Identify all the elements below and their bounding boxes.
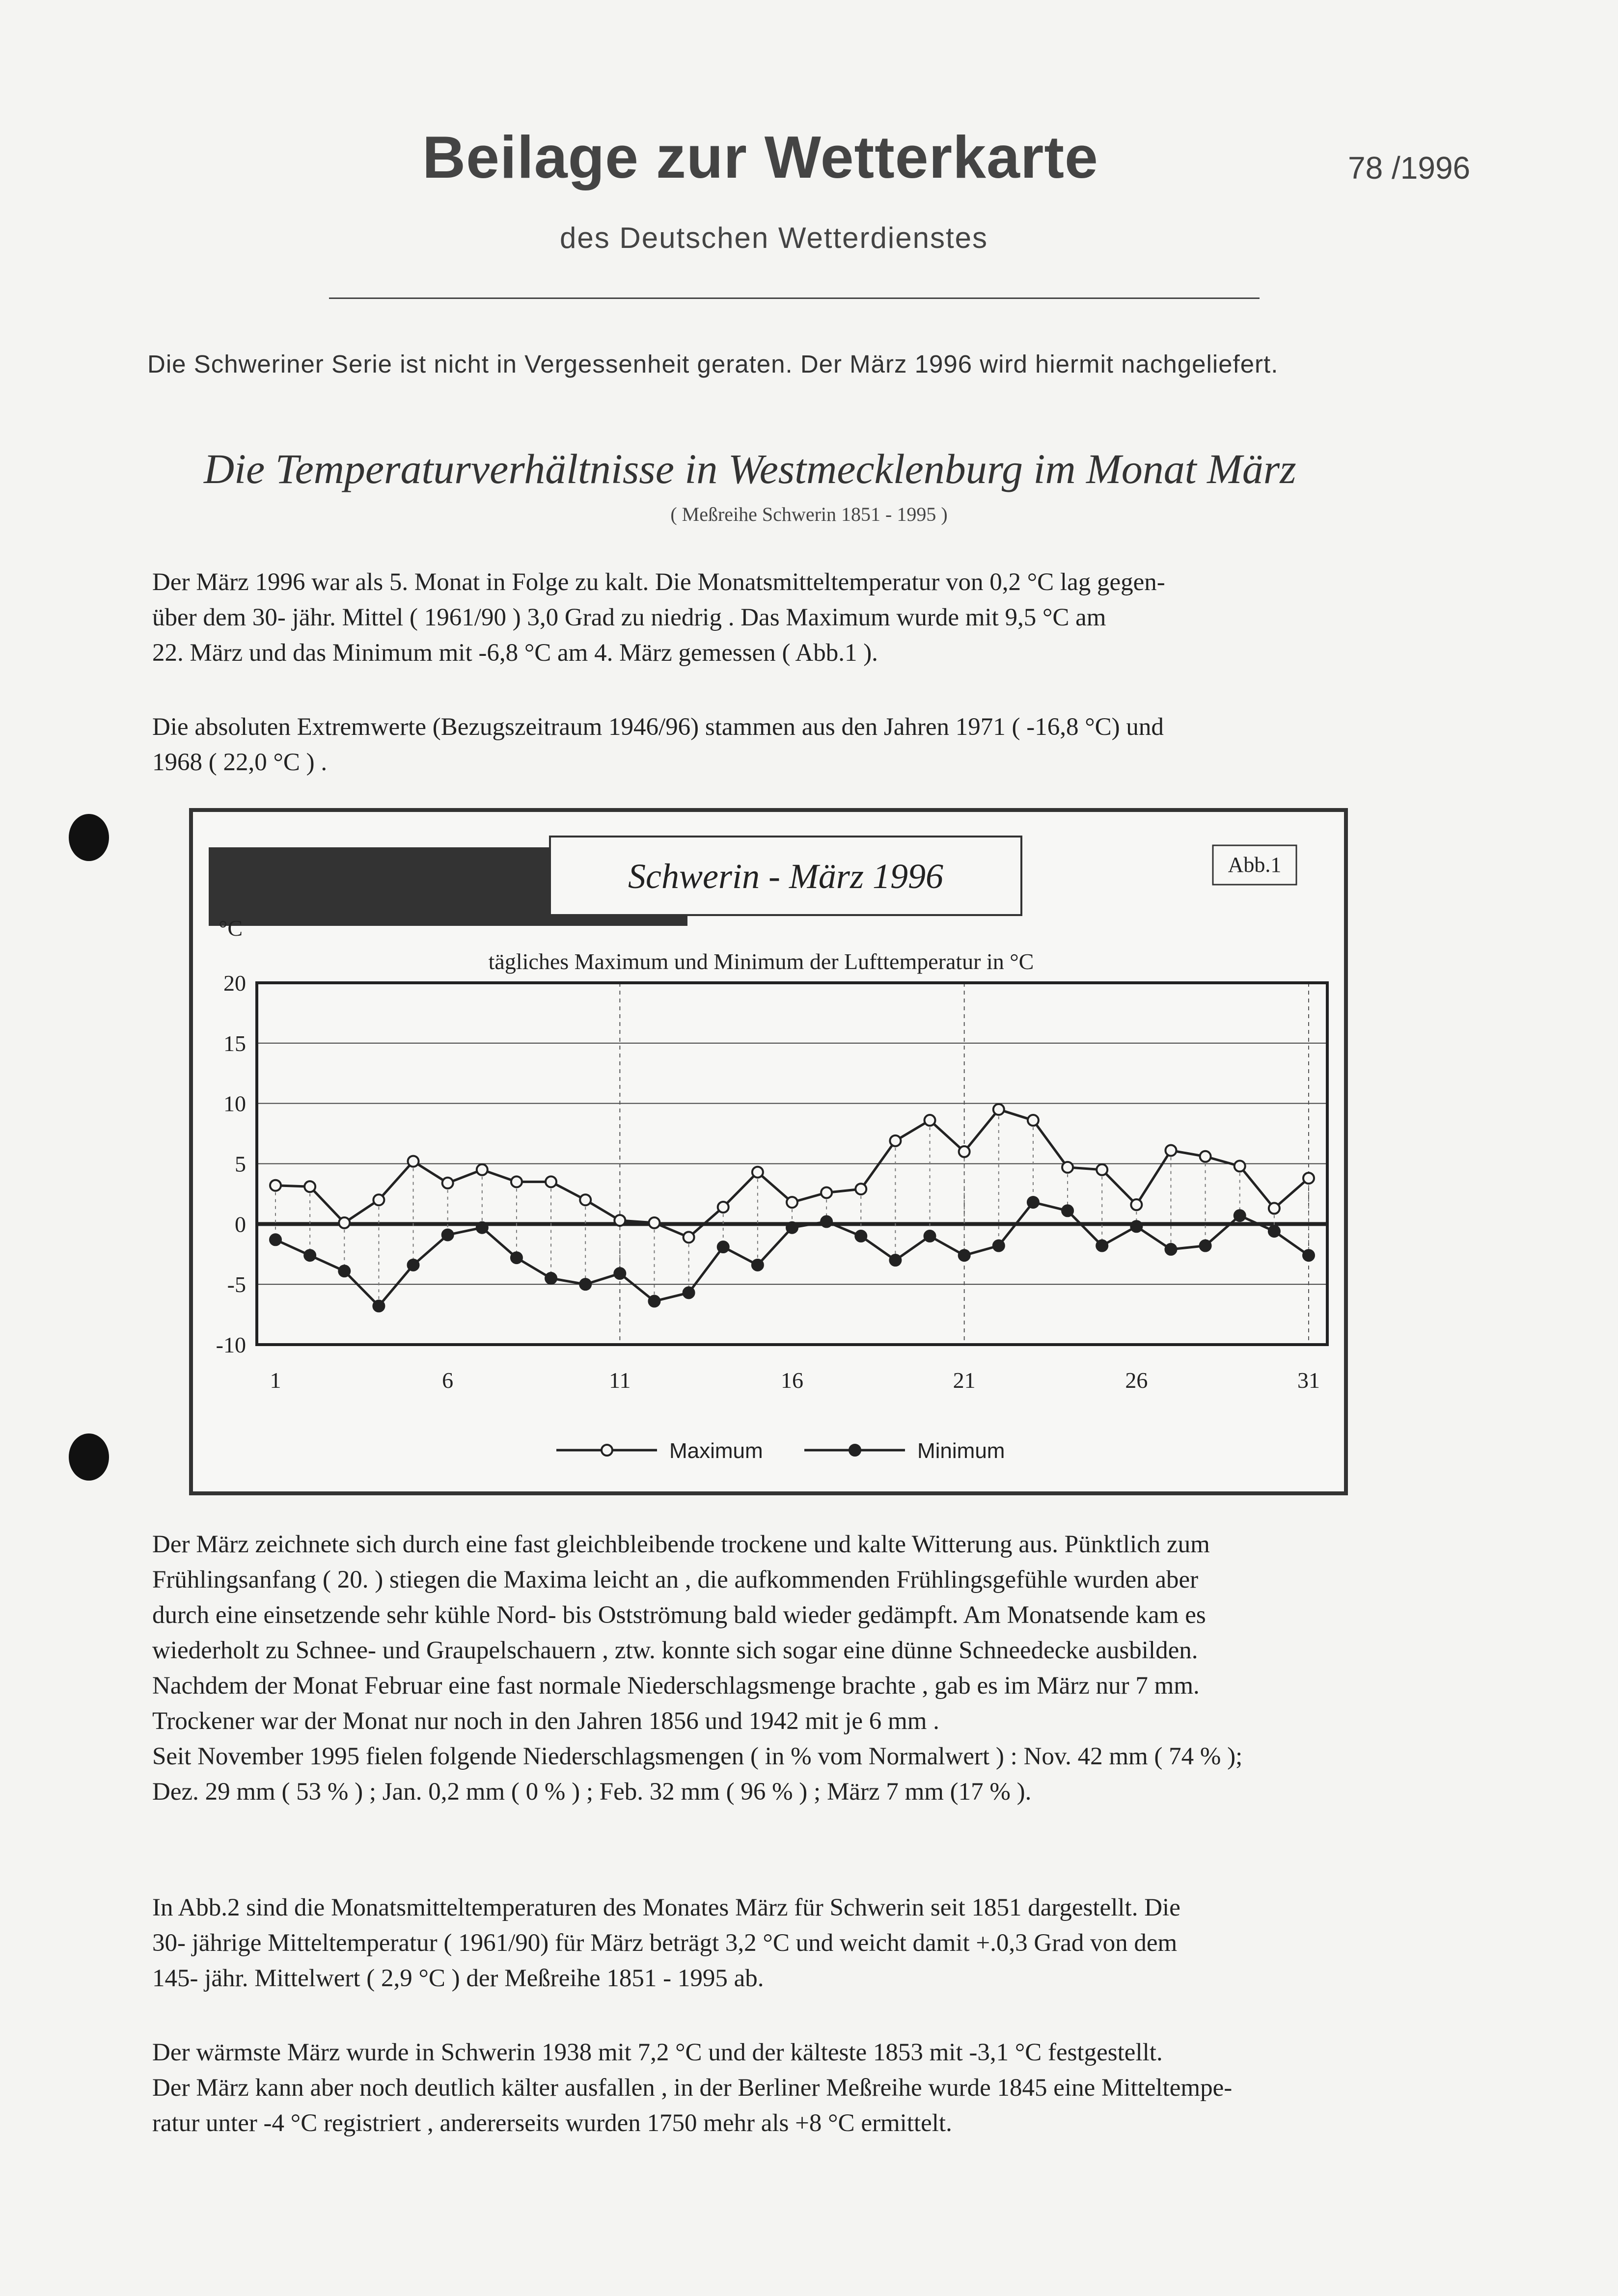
paragraph-line: Der wärmste März wurde in Schwerin 1938 mit 7,2 °C und der kälteste 1853 mit -3,1 °C festgestellt.: [152, 2039, 1163, 2066]
data-point-minimum: [304, 1250, 315, 1261]
y-tick-label: 15: [223, 1030, 246, 1056]
y-tick-label: -10: [216, 1332, 246, 1357]
paragraph-line: Frühlingsanfang ( 20. ) stiegen die Maxima leicht an , die aufkommenden Frühlingsgefühle wurden aber: [152, 1566, 1199, 1594]
data-point-maximum: [1131, 1199, 1142, 1210]
data-point-maximum: [270, 1180, 281, 1191]
data-point-maximum: [1165, 1145, 1176, 1156]
paragraph-line: wiederholt zu Schnee- und Graupelschauern , ztw. konnte sich sogar eine dünne Schneedecke ausbilden.: [152, 1637, 1198, 1664]
data-point-maximum: [855, 1184, 866, 1194]
page-subtitle: des Deutschen Wetterdienstes: [560, 221, 988, 254]
data-point-maximum: [821, 1187, 832, 1198]
data-point-minimum: [684, 1287, 694, 1298]
y-axis-unit: °C: [219, 916, 243, 941]
data-point-maximum: [408, 1156, 419, 1167]
paragraph-line: 1968 ( 22,0 °C ) .: [152, 749, 328, 776]
intro-text: Die Schweriner Serie ist nicht in Vergessenheit geraten. Der März 1996 wird hiermit nachgeliefert.: [147, 350, 1279, 378]
data-point-maximum: [718, 1202, 729, 1213]
paragraph-line: Der März 1996 war als 5. Monat in Folge zu kalt. Die Monatsmitteltemperatur von 0,2 °C lag gegen-: [152, 568, 1165, 596]
paragraph-line: Seit November 1995 fielen folgende Niederschlagsmengen ( in % vom Normalwert ) : Nov. 42 mm ( 74 % );: [152, 1743, 1243, 1770]
article-subtitle: ( Meßreihe Schwerin 1851 - 1995 ): [670, 503, 948, 525]
data-point-minimum: [580, 1279, 591, 1290]
y-tick-label: 20: [223, 971, 246, 996]
data-point-maximum: [890, 1135, 901, 1146]
data-point-minimum: [821, 1216, 832, 1227]
paragraph-line: Trockener war der Monat nur noch in den Jahren 1856 und 1942 mit je 6 mm .: [152, 1707, 939, 1735]
paragraph-line: Dez. 29 mm ( 53 % ) ; Jan. 0,2 mm ( 0 % ) ; Feb. 32 mm ( 96 % ) ; März 7 mm (17 % ).: [152, 1778, 1032, 1806]
data-point-maximum: [304, 1181, 315, 1192]
data-point-minimum: [855, 1231, 866, 1242]
data-point-maximum: [649, 1217, 659, 1228]
data-point-maximum: [580, 1194, 591, 1205]
data-point-maximum: [1234, 1161, 1245, 1171]
data-point-minimum: [925, 1231, 935, 1242]
x-tick-label: 1: [270, 1368, 281, 1393]
data-point-maximum: [684, 1232, 694, 1243]
data-point-minimum: [546, 1273, 556, 1284]
paragraph-line: Der März kann aber noch deutlich kälter ausfallen , in der Berliner Meßreihe wurde 1845 eine Mitteltempe-: [152, 2074, 1233, 2102]
figure-badge-label: Abb.1: [1228, 853, 1282, 877]
data-point-maximum: [787, 1197, 797, 1208]
paragraph-line: 22. März und das Minimum mit -6,8 °C am 4. März gemessen ( Abb.1 ).: [152, 639, 878, 667]
paragraph-line: In Abb.2 sind die Monatsmitteltemperaturen des Monates März für Schwerin seit 1851 dargestellt. Die: [152, 1894, 1180, 1921]
data-point-minimum: [1028, 1197, 1039, 1208]
data-point-maximum: [1269, 1203, 1280, 1214]
chart-title: Schwerin - März 1996: [628, 857, 943, 896]
data-point-maximum: [1097, 1164, 1107, 1175]
figure-abb1: [189, 808, 1348, 1495]
data-point-minimum: [752, 1260, 763, 1270]
data-point-minimum: [993, 1241, 1004, 1251]
data-point-maximum: [1062, 1162, 1073, 1173]
temperature-chart: [193, 812, 1344, 1491]
data-point-maximum: [339, 1217, 350, 1228]
paragraph-5: [152, 2035, 1478, 2141]
data-point-minimum: [442, 1229, 453, 1240]
x-tick-label: 11: [609, 1368, 631, 1393]
article-title: Die Temperaturverhältnisse in Westmecklenburg im Monat März: [204, 445, 1296, 492]
data-point-minimum: [339, 1266, 350, 1276]
y-tick-label: 10: [223, 1091, 246, 1116]
paragraph-line: über dem 30- jähr. Mittel ( 1961/90 ) 3,0 Grad zu niedrig . Das Maximum wurde mit 9,5 °C am: [152, 604, 1106, 631]
x-tick-label: 31: [1297, 1368, 1320, 1393]
data-point-minimum: [1200, 1241, 1211, 1251]
x-tick-label: 26: [1125, 1368, 1148, 1393]
data-point-maximum: [442, 1178, 453, 1189]
data-point-maximum: [511, 1176, 522, 1187]
legend-label-maximum: Maximum: [669, 1439, 763, 1463]
data-point-minimum: [1062, 1205, 1073, 1216]
data-point-minimum: [649, 1296, 659, 1307]
chart-subtitle: tägliches Maximum und Minimum der Lufttemperatur in °C: [488, 949, 1034, 974]
data-point-minimum: [787, 1222, 797, 1233]
data-point-minimum: [270, 1234, 281, 1245]
paragraph-1: [152, 565, 1478, 671]
punch-hole: [69, 1433, 109, 1481]
y-tick-label: 0: [235, 1212, 246, 1237]
x-tick-label: 21: [953, 1368, 976, 1393]
data-point-minimum: [890, 1255, 901, 1266]
legend-label-minimum: Minimum: [917, 1439, 1005, 1463]
data-point-maximum: [1303, 1173, 1314, 1184]
x-tick-label: 16: [781, 1368, 803, 1393]
paragraph-line: Nachdem der Monat Februar eine fast normale Niederschlagsmenge brachte , gab es im März nur 7 mm.: [152, 1672, 1200, 1700]
data-point-minimum: [718, 1242, 729, 1252]
data-point-minimum: [1097, 1241, 1107, 1251]
page-title: Beilage zur Wetterkarte: [422, 124, 1098, 190]
paragraph-line: durch eine einsetzende sehr kühle Nord- bis Ostströmung bald wieder gedämpft. Am Monatsende kam es: [152, 1601, 1206, 1629]
data-point-minimum: [511, 1252, 522, 1263]
data-point-minimum: [1131, 1221, 1142, 1232]
data-point-minimum: [1303, 1250, 1314, 1261]
y-tick-label: -5: [227, 1272, 246, 1297]
data-point-minimum: [1165, 1244, 1176, 1255]
plot-area: [216, 971, 1327, 1463]
data-point-minimum: [477, 1222, 488, 1233]
data-point-maximum: [614, 1215, 625, 1226]
paragraph-line: 30- jährige Mitteltemperatur ( 1961/90) für März beträgt 3,2 °C und weicht damit +.0,3 Grad von dem: [152, 1929, 1178, 1957]
data-point-minimum: [408, 1260, 419, 1270]
data-point-minimum: [1269, 1226, 1280, 1237]
legend-marker-maximum: [602, 1445, 612, 1456]
data-point-maximum: [993, 1104, 1004, 1115]
data-point-maximum: [1200, 1151, 1211, 1162]
data-point-maximum: [477, 1164, 488, 1175]
paragraph-3: [152, 1527, 1478, 1810]
data-point-minimum: [959, 1250, 970, 1261]
data-point-maximum: [1028, 1115, 1039, 1126]
legend-marker-minimum: [850, 1445, 860, 1456]
header-divider: [329, 297, 1260, 299]
paragraph-line: Der März zeichnete sich durch eine fast gleichbleibende trockene und kalte Witterung aus. Pünktlich zum: [152, 1531, 1210, 1558]
paragraph-line: 145- jähr. Mittelwert ( 2,9 °C ) der Meßreihe 1851 - 1995 ab.: [152, 1965, 764, 1992]
data-point-minimum: [614, 1268, 625, 1279]
data-point-maximum: [925, 1115, 935, 1126]
x-tick-label: 6: [442, 1368, 454, 1393]
data-point-maximum: [752, 1167, 763, 1178]
data-point-maximum: [373, 1194, 384, 1205]
issue-number: 78 /1996: [1348, 150, 1471, 186]
paragraph-line: Die absoluten Extremwerte (Bezugszeitraum 1946/96) stammen aus den Jahren 1971 ( -16,8 °C) und: [152, 713, 1164, 741]
paragraph-4: [152, 1890, 1478, 1996]
data-point-minimum: [1234, 1210, 1245, 1221]
data-point-maximum: [546, 1176, 556, 1187]
punch-hole: [69, 814, 109, 861]
y-tick-label: 5: [235, 1151, 246, 1177]
data-point-maximum: [959, 1146, 970, 1157]
data-point-minimum: [373, 1300, 384, 1311]
paragraph-line: ratur unter -4 °C registriert , andererseits wurden 1750 mehr als +8 °C ermittelt.: [152, 2109, 952, 2137]
paragraph-2: [152, 709, 1478, 780]
